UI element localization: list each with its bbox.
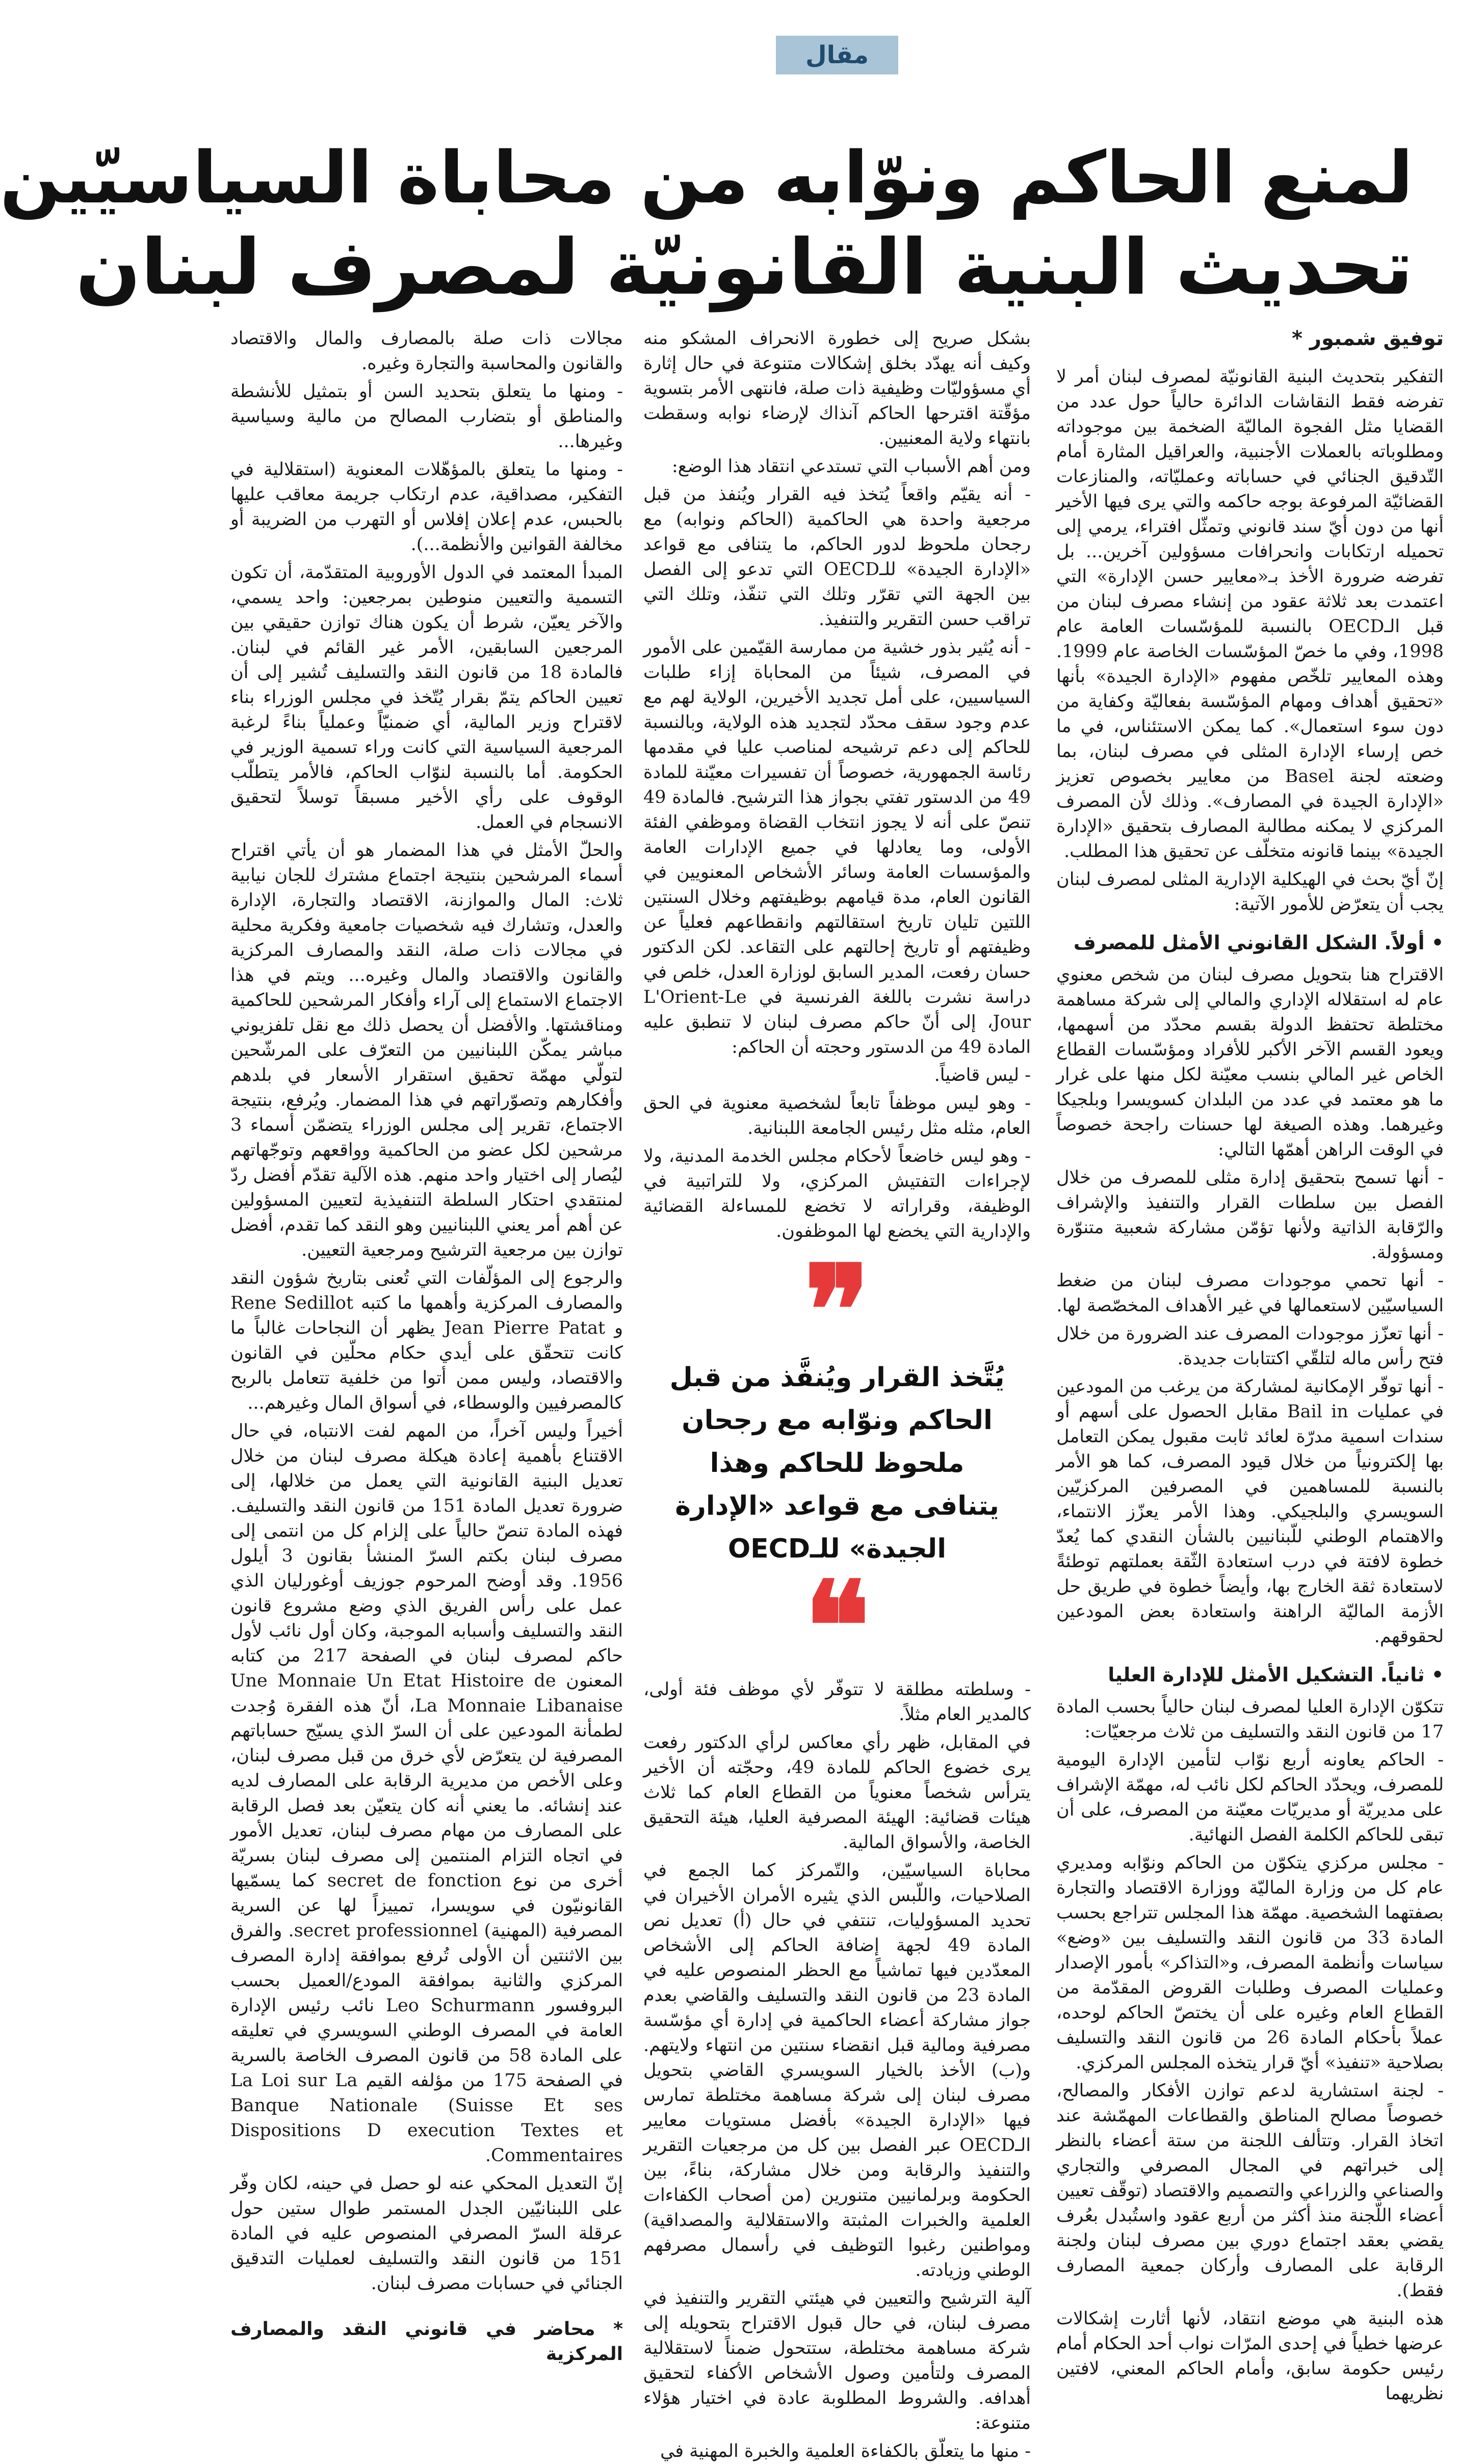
paragraph: - أنها تعزّز موجودات المصرف عند الضرورة من خلال فتح رأس ماله لتلقّي اكتتابات جديدة. xyxy=(1056,1324,1444,1369)
column-middle-top xyxy=(643,326,1031,1254)
column-right xyxy=(1056,326,1444,2404)
paragraph: - ومنها ما يتعلق بالمؤهّلات المعنوية (استقلالية في التفكير، مصداقية، عدم ارتكاب جريمة معاقب عليها بالحبس، عدم إعلان إفلاس أو التهرب من الضريبة أو مخالفة القوانين والأنظمة...). xyxy=(230,459,623,555)
pull-quote xyxy=(669,1238,1005,1698)
paragraph: أخيراً وليس آخراً، من المهم لفت الانتباه، في حال الاقتناع بأهمية إعادة هيكلة مصرف لبنان من خلال تعديل البنية القانونية التي يعمل من خلالها، إلى ضرورة تعديل المادة 151 من قانون النقد والتسليف. فهذه المادة تنصّ حالياً على إلزام كل من انتمى إلى مصرف لبنان بكتم السرّ المنشأ بقانون 3 أيلول 1956. وقد أوضح المرحوم جوزيف أوغورليان الذي عمل على رأس الفريق الذي وضع مشروع قانون النقد والتسليف وأسبابه الموجبة، وكان أول نائب لأول حاكم لمصرف لبنان في الصفحة 217 من كتابه المعنون Une Monnaie Un Etat Histoire de La Monnaie Libanaise، أنّ هذه الفقرة وُجدت لطمأنة المودعين على أن السرّ الذي يسيّج حساباتهم المصرفية لن يتعرّض لأي خرق من قبل مصرف لبنان، وعلى الأخص من مديرية الرقابة على المصارف لديه عند إنشائه. ما يعني أنه كان يتعيّن بعد فصل الرقابة على المصارف من مهام مصرف لبنان، تعديل الأمور في اتجاه التزام المنتمين إلى مصرف لبنان بسريّة أخرى من نوع secret de fonction كما يسمّيها القانونيّون في سويسرا، تمييزاً لها عن السرية المصرفية (المهنية) secret professionnel. والفرق بين الاثنتين أن الأولى تُرفع بموافقة إدارة المصرف المركزي والثانية بموافقة المودع/العميل بحسب البروفسور Leo Schurmann نائب رئيس الإدارة العامة في المصرف الوطني السويسري في تعليقه على المادة 58 من قانون المصرف الخاصة بالسرية في الصفحة 175 من مؤلفه القيم La Loi sur La Banque Nationale (Suisse Et ses Dispositions D execution Textes et Commentaires. xyxy=(230,1421,623,2166)
quote-close-icon: ❝ xyxy=(804,1554,870,1698)
paragraph: إنّ التعديل المحكي عنه لو حصل في حينه، لكان وفّر على اللبنانيّين الجدل المستمر طوال ستين حول عرقلة السرّ المصرفي المنصوص عليه في المادة 151 من قانون النقد والتسليف لعمليات التدقيق الجنائي في حسابات مصرف لبنان. xyxy=(230,2173,623,2294)
paragraph: - لجنة استشارية لدعم توازن الأفكار والمصالح، خصوصاً مصالح المناطق والقطاعات المهمّشة عند اتخاذ القرار. وتتألف اللجنة من ستة أعضاء بالنظر إلى خبراتهم في المجال المصرفي والتجاري والصناعي والزراعي والتصميم والاقتصاد (توقّف تعيين أعضاء اللّجنة منذ أكثر من أربع عقود واستُبدل بعُرف يقضي بعقد اجتماع دوري بين مصرف لبنان ولجنة الرقابة على المصارف وأركان جمعية المصارف فقط). xyxy=(1056,2081,1444,2301)
column-left xyxy=(230,326,623,2365)
paragraph: - أنه يقيّم واقعاً يُتخذ فيه القرار ويُنفذ من قبل مرجعية واحدة هي الحاكمية (الحاكم ونوابه) مع رجحان ملحوظ لدور الحاكم، ما يتنافى مع قواعد «الإدارة الجيدة» للـOECD التي تدعو إلى الفصل بين الجهة التي تقرّر وتلك التي تنفّذ، وتلك التي تراقب حسن التقرير والتنفيذ. xyxy=(643,484,1031,630)
pull-quote-text: يُتَّخذ القرار ويُنفَّذ من قبل الحاكم ونوّابه مع رجحان ملحوظ للحاكم وهذا يتنافى مع قواعد «الإدارة الجيدة» للـOECD xyxy=(669,1362,1005,1564)
paragraph: هذه البنية هي موضع انتقاد، لأنها أثارت إشكالات عرضها خطياً في إحدى المرّات نواب أحد الحكام أمام رئيس حكومة سابق، وأمام الحاكم المعني، لافتين نظريهما xyxy=(1056,2309,1444,2404)
paragraph: والرجوع إلى المؤلّفات التي تُعنى بتاريخ شؤون النقد والمصارف المركزية وأهمها ما كتبه Rene Sedillot و Jean Pierre Patat يظهر أن النجاحات غالباً ما كانت تتحقّق على أيدي حكام محلّين في القانون والاقتصاد، وليس ممن أتوا من خلفية تتعامل بالربح كالمصرفيين والوسطاء، في أسواق المال وغيرهم... xyxy=(230,1268,623,1413)
author-name: توفيق شمبور * xyxy=(1291,327,1444,350)
paragraph: إنّ أيّ بحث في الهيكلية الإدارية المثلى لمصرف لبنان يجب أن يتعرّض للأمور الآتية: xyxy=(1056,869,1444,915)
quote-open-icon: ❞ xyxy=(804,1238,870,1382)
paragraph: - مجلس مركزي يتكوّن من الحاكم ونوّابه ومديري عام كل من وزارة الماليّة ووزارة الاقتصاد والتجارة بصفتهما الشخصية. مهمّة هذا المجلس تتراجع بحسب المادة 33 من قانون النقد والتسليف بين «وضع» سياسات وأنظمة المصرف، و«التذاكر» بأمور الإصدار وعمليات المصرف وطلبات القروض المقدّمة من القطاع العام وغيره على أن يختصّ الحاكم لوحده، عملاً بأحكام المادة 26 من قانون النقد والتسليف بصلاحية «تنفيذ» أيّ قرار يتخذه المجلس المركزي. xyxy=(1056,1853,1444,2073)
paragraph: - أنها توفّر الإمكانية لمشاركة من يرغب من المودعين في عمليات Bail in مقابل الحصول على أسهم أو سندات اسمية مدرّة لعائد ثابت مقبول يمكن التعامل بها إلكترونياً من خلال قيود المصرف، كما هو الأمر بالنسبة للمساهمين في المصرفين المركزيّين السويسري والبلجيكي. وهذا الأمر يعزّز الانتماء، والاهتمام الوطني للّبنانيين بالشأن النقدي كما يُعدّ خطوة لافتة في درب استعادة الثّقة بعملتهم توطئةً لاستعادة ثقة الخارج بها، وأيضاً خطوة في طريق حل الأزمة الماليّة الراهنة واستعادة بعض المودعين لحقوقهم. xyxy=(1056,1377,1444,1647)
paragraph: - أنها تحمي موجودات مصرف لبنان من ضغط السياسيّين لاستعمالها في غير الأهداف المخصّصة لها. xyxy=(1056,1270,1444,1316)
headline-line-2: تحديث البنية القانونيّة لمصرف لبنان xyxy=(75,223,1413,312)
paragraph: - الحاكم يعاونه أربع نوّاب لتأمين الإدارة اليومية للمصرف، ويحدّد الحاكم لكل نائب له، مهمّة الإشراف على مديريّة أو مديريّات معيّنة من المصرف، على أن تبقى للحاكم الكلمة الفصل النهائية. xyxy=(1056,1750,1444,1845)
paragraph: الاقتراح هنا بتحويل مصرف لبنان من شخص معنوي عام له استقلاله الإداري والمالي إلى شركة مساهمة مختلطة تحتفظ الدولة بقسم محدّد من أسهمها، ويعود القسم الآخر الأكبر للأفراد ومؤسّسات القطاع الخاص غير المالي بنسب معيّنة لكل منها على غرار ما هو معتمد في عدد من البلدان كسويسرا وبلجيكا وغيرهما. وهذه الصيغة لها حسنات راجحة خصوصاً في الوقت الراهن أهمّها التالي: xyxy=(1056,965,1444,1160)
subheading-first: • أولاً. الشكل القانوني الأمثل للمصرف xyxy=(1073,931,1444,954)
paragraph: مجالات ذات صلة بالمصارف والمال والاقتصاد والقانون والمحاسبة والتجارة وغيره. xyxy=(230,328,623,374)
paragraph: - وسلطته مطلقة لا تتوفّر لأي موظف فئة أولى، كالمدير العام مثلاً. xyxy=(643,1679,1031,1725)
paragraph: بشكل صريح إلى خطورة الانحراف المشكو منه وكيف أنه يهدّد بخلق إشكالات متنوعة في حال إثارة أي مسؤوليّات وظيفية ذات صلة، فانتهى الأمر بتسوية مؤقّتة اقترحها الحاكم آنذاك لإرضاء نوابه وسقطت بانتهاء ولاية المعنيين. xyxy=(643,328,1031,449)
section-tag: مقال xyxy=(776,36,898,74)
paragraph: - أنها تسمح بتحقيق إدارة مثلى للمصرف من خلال الفصل بين سلطات القرار والتنفيذ والإشراف والرّقابة الذاتية ولأنها تؤمّن مشاركة شعبية متنوّرة ومسؤولة. xyxy=(1056,1168,1444,1263)
paragraph: - أنه يُثير بذور خشية من ممارسة القيّمين على الأمور في المصرف، شيئاً من المحاباة إزاء طلبات السياسيين، على أمل تجديد الأخيرين، الولاية لهم مع عدم وجود سقف محدّد لتجديد هذه الولاية، وبالنسبة للحاكم إلى دعم ترشيحه لمناصب عليا في مقدمها رئاسة الجمهورية، خصوصاً أن تفسيرات معيّنة للمادة 49 من الدستور تفتي بجواز هذا الترشيح. فالمادة 49 تنصّ على أنه لا يجوز انتخاب القضاة وموظفي الفئة الأولى، وما يعادلها في جميع الإدارات العامة والمؤسسات العامة وسائر الأشخاص المعنويين في القانون العام، مدة قيامهم بوظيفتهم وخلال السنتين اللتين تليان تاريخ استقالتهم وانقطاعهم فعلياً عن وظيفتهم أو تاريخ إحالتهم على التقاعد. لكن الدكتور حسان رفعت، المدير السابق لوزارة العدل، خلص في دراسة نشرت باللغة الفرنسية في L'Orient-Le Jour، إلى أنّ حاكم مصرف لبنان لا تنطبق عليه المادة 49 من الدستور وحجته أن الحاكم: xyxy=(643,637,1031,1057)
paragraph: - منها ما يتعلّق بالكفاءة العلمية والخبرة المهنية في xyxy=(660,2441,1031,2461)
paragraph: المبدأ المعتمد في الدول الأوروبية المتقدّمة، أن تكون التسمية والتعيين منوطين بمرجعين: واحد يسمي، والآخر يعيّن، شرط أن يكون هناك توازن حقيقي بين المرجعين السابقين، الأمر غير القائم في لبنان. فالمادة 18 من قانون النقد والتسليف تُشير إلى أن تعيين الحاكم يتمّ بقرار يُتّخذ في مجلس الوزراء بناء لاقتراح وزير المالية، أي ضمنيّاً وعملياً بناءً لرغبة المرجعية السياسية التي كانت وراء تسمية الوزير في الحكومة. أما بالنسبة لنوّاب الحاكم، فالأمر يتطلّب الوقوف على رأي الأخير مسبقاً توسلاً لتحقيق الانسجام في العمل. xyxy=(230,562,623,833)
column-middle-bottom xyxy=(643,1677,1031,2461)
paragraph: آلية الترشيح والتعيين في هيئتي التقرير والتنفيذ في مصرف لبنان، في حال قبول الاقتراح بتحويله إلى شركة مساهمة مختلطة، ستتحول ضمناً لاستقلالية المصرف ولتأمين وصول الأشخاص الأكفاء لتحقيق أهدافه. والشروط المطلوبة عادة في اختيار هؤلاء متنوعة: xyxy=(643,2288,1031,2433)
author-signature: * محاضر في قانوني النقد والمصارف المركزية xyxy=(230,2319,623,2365)
paragraph: - ومنها ما يتعلق بتحديد السن أو بتمثيل للأنشطة والمناطق أو بتضارب المصالح من مالية وسياسية وغيرها... xyxy=(230,381,623,452)
paragraph: في المقابل، ظهر رأي معاكس لرأي الدكتور رفعت يرى خضوع الحاكم للمادة 49، وحجّته أن الأخير يترأس شخصاً معنوياً من القطاع العام كما ثلاث هيئات قضائية: الهيئة المصرفية العليا، هيئة التحقيق الخاصة، والأسواق المالية. xyxy=(643,1732,1031,1853)
paragraph: - وهو ليس موظفاً تابعاً لشخصية معنوية في الحق العام، مثله مثل رئيس الجامعة اللبنانية. xyxy=(643,1093,1031,1138)
paragraph: - وهو ليس خاضعاً لأحكام مجلس الخدمة المدنية، ولا لإجراءات التفتيش المركزي، ولا للتراتبية في الوظيفة، وقراراته لا تخضع للمساءلة القضائية والإدارية التي يخضع لها الموظفون. xyxy=(643,1146,1031,1241)
paragraph: - ليس قاضياً. xyxy=(934,1065,1031,1085)
paragraph: ومن أهم الأسباب التي تستدعي انتقاد هذا الوضع: xyxy=(671,456,1031,477)
subheading-second: • ثانياً. التشكيل الأمثل للإدارة العليا xyxy=(1108,1664,1444,1686)
paragraph: تتكوّن الإدارة العليا لمصرف لبنان حالياً بحسب المادة 17 من قانون النقد والتسليف من ثلاث مرجعيّات: xyxy=(1056,1697,1444,1742)
headline-line-1: لمنع الحاكم ونوّابه من محاباة السياسيّين xyxy=(0,137,1413,220)
paragraph: والحلّ الأمثل في هذا المضمار هو أن يأتي اقتراح أسماء المرشحين بنتيجة اجتماع مشترك للجان نيابية ثلاث: المال والموازنة، الاقتصاد والتجارة، الإدارة والعدل، وتشارك فيه شخصيات جامعية وفكرية محلية في مجالات ذات صلة، النقد والمصارف المركزية والقانون والاقتصاد والمال وغيره... ويتم في هذا الاجتماع الاستماع إلى آراء وأفكار المرشحين للحاكمية ومناقشتها. والأفضل أن يحصل ذلك مع نقل تلفزيوني مباشر يمكّن اللبنانيين من التعرّف على المرشّحين لتولّي مهمّة تحقيق استقرار الأسعار في بلدهم وأفكارهم وتصوّراتهم في هذا المضمار. ويُرفع، بنتيجة الاجتماع، تقرير إلى مجلس الوزراء يتضمّن أسماء 3 مرشحين لكل عضو من الحاكمية وواقعهم وتوجّهاتهم ليُصار إلى اختيار واحد منهم. هذه الآلية تقدّم أفضل ردّ لمنتقدي احتكار السلطة التنفيذية لتعيين المسؤولين عن أهم أمر يعني اللبنانيين وهو النقد كما تقدم، أفضل توازن بين مرجعية الترشيح ومرجعية التعيين. xyxy=(230,840,623,1260)
paragraph: التفكير بتحديث البنية القانونيّة لمصرف لبنان أمر لا تفرضه فقط النقاشات الدائرة حالياً حول عدد من القضايا مثل الفجوة الماليّة الضخمة بين موجوداته ومطلوباته بالعملات الأجنبية، والعراقيل المثارة أمام التّدقيق الجنائي في حساباته وعمليّاته، والمنازعات القضائيّة المرفوعة بوجه حاكمه والتي يرى فيها الأخير أنها من دون أيّ سند قانوني وتمثّل افتراء، يرمي إلى تحميله ارتكابات وانحرافات مسؤولين آخرين... بل تفرضه ضرورة الأخذ بـ«معايير حسن الإدارة» التي اعتمدت بعد ثلاثة عقود من إنشاء مصرف لبنان من قبل الـOECD بالنسبة للمؤسّسات العامة عام 1998، وفي ما خصّ المؤسّسات الخاصة عام 1999. وهذه المعايير تلخّص مفهوم «الإدارة الجيدة» بأنها «تحقيق أهداف ومهام المؤسّسة بفعاليّة وكفاية من دون سوء استعمال». كما يمكن الاستئناس، في ما خص إرساء الإدارة المثلى في مصرف لبنان، بما وضعته لجنة Basel من معايير بخصوص تعزيز «الإدارة الجيدة في المصارف». وذلك لأن المصرف المركزي لا يمكنه مطالبة المصارف بتحقيق «الإدارة الجيدة» بينما قانونه متخلّف عن تحقيق هذا المطلب. xyxy=(1056,367,1444,862)
paragraph: محاباة السياسيّين، والتّمركز كما الجمع في الصلاحيات، واللّبس الذي يثيره الأمران الأخيران في تحديد المسؤوليات، تنتفي في حال (أ) تعديل نص المادة 49 لجهة إضافة الحاكم إلى الأشخاص المعدّدين فيها تماشياً مع الحظر المنصوص عليه في المادة 23 من قانون النقد والتسليف والقاضي بعدم جواز مشاركة أعضاء الحاكمية في إدارة أي مؤسّسة مصرفية ومالية قبل انقضاء سنتين من انتهاء ولايتهم. و(ب) الأخذ بالخيار السويسري القاضي بتحويل مصرف لبنان إلى شركة مساهمة مختلطة تمارس فيها «الإدارة الجيدة» بأفضل مستويات معايير الـOECD عبر الفصل بين كل من مرجعيات التقرير والتنفيذ والرقابة ومن خلال مشاركة، بناءً، بين الحكومة وبرلمانيين متنورين (من أصحاب الكفاءات العلمية والخبرات المثبتة والاستقلالية والمصداقية) ومواطنين رغبوا التوظيف في رأسمال مصرفهم الوطني وزيادته. xyxy=(643,1860,1031,2280)
